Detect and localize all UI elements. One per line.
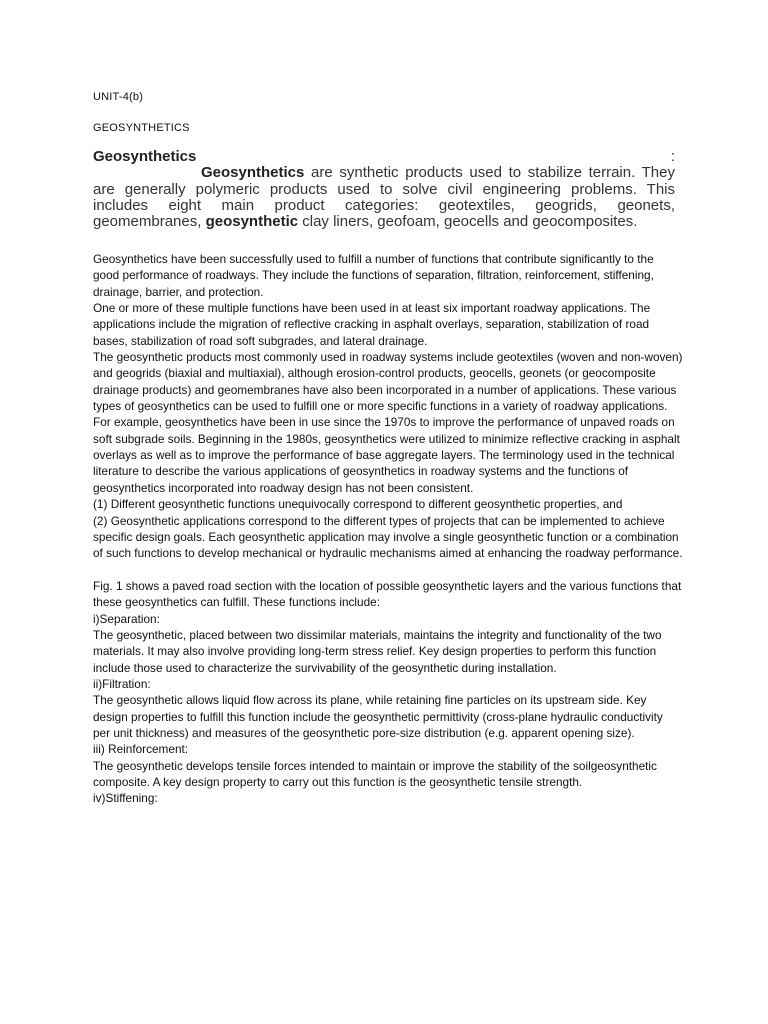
intro-l4-bold: geosynthetic <box>205 213 299 231</box>
body-text <box>93 251 683 807</box>
spacer <box>93 562 683 578</box>
paragraph-products: The geosynthetic products most commonly used in roadway systems include geotextiles (woven and non-woven) and geogrids (biaxial and multiaxial), although erosion-control products, geocells, geonets (or geocomposite drainage products) and geomembranes have also been incorporated in a number of applications. These various types of geosynthetics can be used to fulfill one or more specific functions in a variety of roadway applications. <box>93 350 683 414</box>
heading-separation: i)Separation: <box>93 611 160 626</box>
heading-filtration: ii)Filtration: <box>93 676 151 691</box>
intro-l4-a: geomembranes, <box>93 213 206 231</box>
heading-reinforcement: iii) Reinforcement: <box>93 742 189 757</box>
intro-line-1 <box>93 165 675 181</box>
paragraph-filtration: The geosynthetic allows liquid flow across its plane, while retaining fine particles on its upstream side. Key design properties to fulfill this function include the geosynthetic permittivity (cross-plane hydraulic conductivity per unit thickness) and measures of the geosynthetic pore-size distribution (e.g. apparent opening size). <box>93 693 663 740</box>
paragraph-point-1: (1) Different geosynthetic functions unequivocally correspond to different geosynthetic properties, and <box>93 497 623 512</box>
intro-section <box>93 149 675 230</box>
paragraph-applications: One or more of these multiple functions have been used in at least six important roadway applications. The applications include the migration of reflective cracking in asphalt overlays, separation, stabilization of road bases, stabilization of road soft subgrades, and lateral drainage. <box>93 301 651 348</box>
intro-heading-suffix: : <box>196 148 675 165</box>
intro-line-2: are generally polymeric products used to solve civil engineering problems. This <box>93 180 675 198</box>
intro-l1-rest: are synthetic products used to stabilize terrain. They <box>304 164 675 182</box>
intro-l4-b: clay liners, geofoam, geocells and geocomposites. <box>298 213 638 231</box>
paragraph-separation: The geosynthetic, placed between two dissimilar materials, maintains the integrity and functionality of the two materials. It may also involve providing long-term stress relief. Key design properties to perform this function include those used to characterize the survivability of the geosynthetic during installation. <box>93 627 662 675</box>
intro-line-3: includes eight main product categories: geotextiles, geogrids, geonets, <box>93 196 675 214</box>
paragraph-functions: Geosynthetics have been successfully used to fulfill a number of functions that contribute significantly to the good performance of roadways. They include the functions of separation, filtration, reinforcement, stiffening, drainage, barrier, and protection. <box>93 252 654 299</box>
unit-label: UNIT-4(b) <box>93 91 144 103</box>
paragraph-reinforcement: The geosynthetic develops tensile forces intended to maintain or improve the stability of the soilgeosynthetic composite. A key design property to carry out this function is the geosynthetic tensile strength. <box>93 758 657 789</box>
paragraph-fig-intro: Fig. 1 shows a paved road section with the location of possible geosynthetic layers and the various functions that these geosynthetics can fulfill. These functions include: <box>93 578 682 610</box>
intro-lead-bold: Geosynthetics <box>201 164 305 182</box>
intro-heading-line <box>93 149 675 165</box>
intro-line-4 <box>93 214 675 230</box>
paragraph-point-2: (2) Geosynthetic applications correspond to the different types of projects that can be implemented to achieve specific design goals. Each geosynthetic application may involve a single geosynthetic function or a combination of such functions to develop mechanical or hydraulic mechanisms aimed at enhancing the roadway performance. <box>93 513 683 561</box>
intro-heading: Geosynthetics <box>93 148 197 165</box>
paragraph-history: For example, geosynthetics have been in use since the 1970s to improve the performance of unpaved roads on soft subgrade soils. Beginning in the 1980s, geosynthetics were utilized to minimize reflective cracking in asphalt overlays as well as to improve the performance of base aggregate layers. The terminology used in the technical literature to describe the various applications of geosynthetics in roadway systems and the functions of geosynthetics incorporated into roadway design has not been consistent. <box>93 415 680 495</box>
heading-stiffening: iv)Stiffening: <box>93 791 158 806</box>
topic-label: GEOSYNTHETICS <box>93 122 190 134</box>
